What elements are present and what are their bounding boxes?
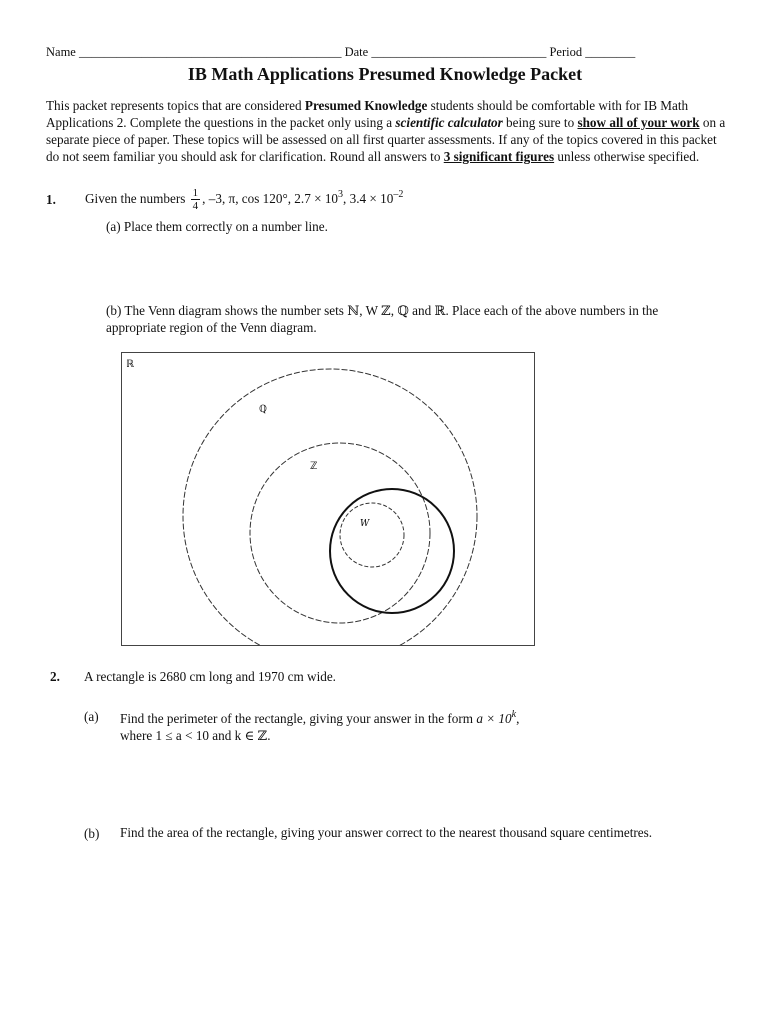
q1-frac-num: 1 xyxy=(192,187,199,200)
venn-svg xyxy=(122,353,534,645)
label-r: ℝ xyxy=(126,359,134,370)
intro-text-5: unless otherwise specified. xyxy=(554,149,700,164)
q1-fraction xyxy=(191,187,201,212)
intro-text-4: on a separate piece of paper. These topics will be assessed on all first quarter assessments. If any of the topics covered in this packet do not seem familiar you should ask for clarification. Round all answers to xyxy=(46,115,726,164)
q1-frac-den: 4 xyxy=(192,200,199,213)
label-w: W xyxy=(360,519,370,529)
q2a-form: a × 10 xyxy=(476,711,512,726)
intro-paragraph xyxy=(46,97,726,165)
q2-part-a-label: (a) xyxy=(84,709,99,724)
set-w-circle xyxy=(340,503,404,567)
q1-exp-1: 3 xyxy=(338,189,344,200)
period-line: ________ xyxy=(585,45,636,59)
q1-number: 1. xyxy=(46,192,56,207)
name-line: __________________________________________ xyxy=(78,45,342,59)
q2-part-b-label: (b) xyxy=(84,826,100,841)
q1-rest-1: , –3, π, cos 120°, 2.7 × 10 xyxy=(202,191,339,206)
q1-lead: Given the numbers xyxy=(85,191,186,206)
venn-diagram xyxy=(121,352,535,646)
intro-text-3: being sure to xyxy=(502,115,578,130)
set-q-circle xyxy=(183,369,477,645)
header-line xyxy=(46,45,635,60)
set-n-circle xyxy=(330,489,454,613)
name-label: Name xyxy=(46,45,76,59)
q2a-exp: k xyxy=(511,709,517,720)
page-title: IB Math Applications Presumed Knowledge Packet xyxy=(187,64,583,84)
date-line: ____________________________ xyxy=(371,45,547,59)
q2-part-a xyxy=(120,706,680,744)
label-q: ℚ xyxy=(259,404,267,415)
intro-bold-presumed: Presumed Knowledge xyxy=(304,98,428,113)
period-label: Period xyxy=(549,45,583,59)
intro-underline-work: show all of your work xyxy=(577,115,700,130)
q2-statement: A rectangle is 2680 cm long and 1970 cm wide. xyxy=(84,669,336,684)
intro-underline-sigfigs: 3 significant figures xyxy=(443,149,555,164)
q2-part-b: Find the area of the rectangle, giving your answer correct to the nearest thousand square centimetres. xyxy=(120,825,653,840)
q1-part-a: (a) Place them correctly on a number line. xyxy=(106,219,328,234)
q1-exp-2: –2 xyxy=(393,189,404,200)
label-z: ℤ xyxy=(310,461,318,472)
intro-text-2: students should be comfortable with for IB Math Applications 2. Complete the questions in the packet only using a xyxy=(46,98,689,130)
q2a-text-3: where 1 ≤ a < 10 and k ∈ ℤ. xyxy=(120,728,271,743)
date-label: Date xyxy=(344,45,369,59)
intro-italic-calculator: scientific calculator xyxy=(395,115,503,130)
q2a-text-1: Find the perimeter of the rectangle, giving your answer in the form xyxy=(120,711,477,726)
intro-text-1: This packet represents topics that are considered xyxy=(46,98,305,113)
q1-part-b: (b) The Venn diagram shows the number sets ℕ, W ℤ, ℚ and ℝ. Place each of the above numbers in the appropriate region of the Venn diagram. xyxy=(106,303,659,335)
q2-number: 2. xyxy=(50,669,60,684)
q1-rest-2: , 3.4 × 10 xyxy=(343,191,394,206)
q2a-text-2: , xyxy=(516,711,520,726)
q1-statement xyxy=(85,186,403,212)
